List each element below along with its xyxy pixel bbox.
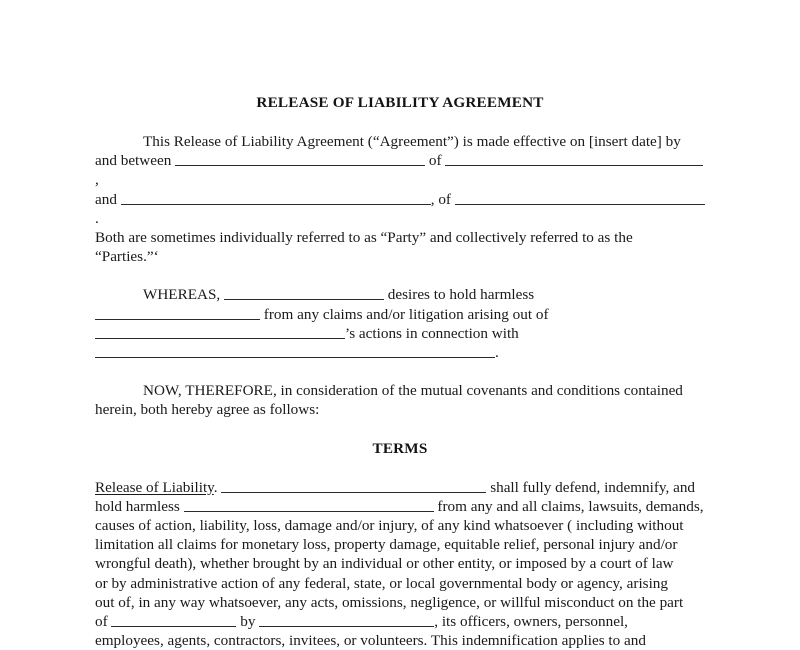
release-line-6: or by administrative action of any federal, state, or local governmental body or agency, arising bbox=[95, 574, 668, 592]
conduct-entity-blank[interactable] bbox=[259, 613, 434, 627]
release-of-liability-paragraph bbox=[95, 478, 705, 650]
release-line-9: employees, agents, contractors, invitees, or volunteers. This indemnification applies to and bbox=[95, 632, 646, 650]
release-line-7: out of, in any way whatsoever, any acts, omissions, negligence, or willful misconduct on the part bbox=[95, 593, 684, 611]
terms-heading: TERMS bbox=[372, 439, 428, 457]
intro-line-2-label: and between bbox=[95, 152, 172, 170]
indemnitor-name-blank[interactable] bbox=[221, 479, 486, 493]
intro-line-3-period: . bbox=[95, 209, 99, 227]
page-title: RELEASE OF LIABILITY AGREEMENT bbox=[256, 94, 544, 111]
whereas-line-1-text: desires to hold harmless bbox=[387, 286, 535, 304]
spacer bbox=[95, 362, 705, 381]
intro-line-3-label: and bbox=[95, 190, 117, 208]
release-line-8-by: by bbox=[240, 613, 256, 631]
whereas-releasee-blank[interactable] bbox=[224, 286, 384, 300]
release-line-4: limitation all claims for monetary loss, property damage, equitable relief, personal injury and/or bbox=[95, 536, 678, 554]
party-two-address-blank[interactable] bbox=[455, 191, 705, 205]
party-two-name-blank[interactable] bbox=[121, 191, 431, 205]
release-line-1-text: shall fully defend, indemnify, and bbox=[490, 478, 696, 496]
whereas-line-3-text: ’s actions in connection with bbox=[345, 324, 519, 342]
document-body bbox=[95, 0, 705, 650]
release-of-liability-label: Release of Liability bbox=[95, 478, 214, 496]
now-therefore-paragraph bbox=[95, 381, 705, 419]
spacer bbox=[95, 458, 705, 478]
release-line-2-text: from any and all claims, lawsuits, demands, bbox=[437, 497, 704, 515]
intro-line-2-of: of bbox=[428, 152, 442, 170]
intro-paragraph bbox=[95, 132, 705, 266]
release-line-3: causes of action, liability, loss, damage and/or injury, of any kind whatsoever ( including without bbox=[95, 517, 684, 535]
intro-line-1: This Release of Liability Agreement (“Agreement”) is made effective on [insert date] by bbox=[143, 133, 681, 150]
whereas-actor-blank[interactable] bbox=[95, 325, 345, 339]
whereas-line-4-period: . bbox=[495, 344, 499, 362]
whereas-paragraph bbox=[95, 285, 705, 362]
spacer bbox=[95, 266, 705, 285]
indemnitee-name-blank[interactable] bbox=[184, 498, 434, 512]
whereas-keyword: WHEREAS, bbox=[143, 286, 221, 304]
party-one-address-blank[interactable] bbox=[445, 152, 703, 166]
conduct-party-blank[interactable] bbox=[111, 613, 236, 627]
intro-line-5: “Parties.”‘ bbox=[95, 248, 159, 266]
whereas-activity-blank[interactable] bbox=[95, 344, 495, 358]
now-therefore-line-2: herein, both hereby agree as follows: bbox=[95, 401, 320, 419]
intro-line-4: Both are sometimes individually referred to as “Party” and collectively referred to as the bbox=[95, 229, 633, 247]
release-of-liability-label-period: . bbox=[213, 478, 218, 496]
party-one-name-blank[interactable] bbox=[175, 152, 425, 166]
release-line-2-label: hold harmless bbox=[95, 497, 180, 515]
release-line-8-of: of bbox=[95, 613, 108, 631]
intro-line-3-of: , of bbox=[430, 190, 451, 208]
intro-line-2-comma: , bbox=[95, 171, 99, 189]
release-line-8-text: , its officers, owners, personnel, bbox=[434, 613, 628, 631]
spacer bbox=[95, 420, 705, 439]
whereas-releasor-blank[interactable] bbox=[95, 306, 260, 320]
whereas-line-2-text: from any claims and/or litigation arising out of bbox=[263, 305, 549, 323]
release-line-5: wrongful death), whether brought by an individual or other entity, or imposed by a court of law bbox=[95, 555, 674, 573]
spacer bbox=[95, 112, 705, 132]
now-therefore-line-1: NOW, THEREFORE, in consideration of the mutual covenants and conditions contained bbox=[143, 382, 683, 400]
